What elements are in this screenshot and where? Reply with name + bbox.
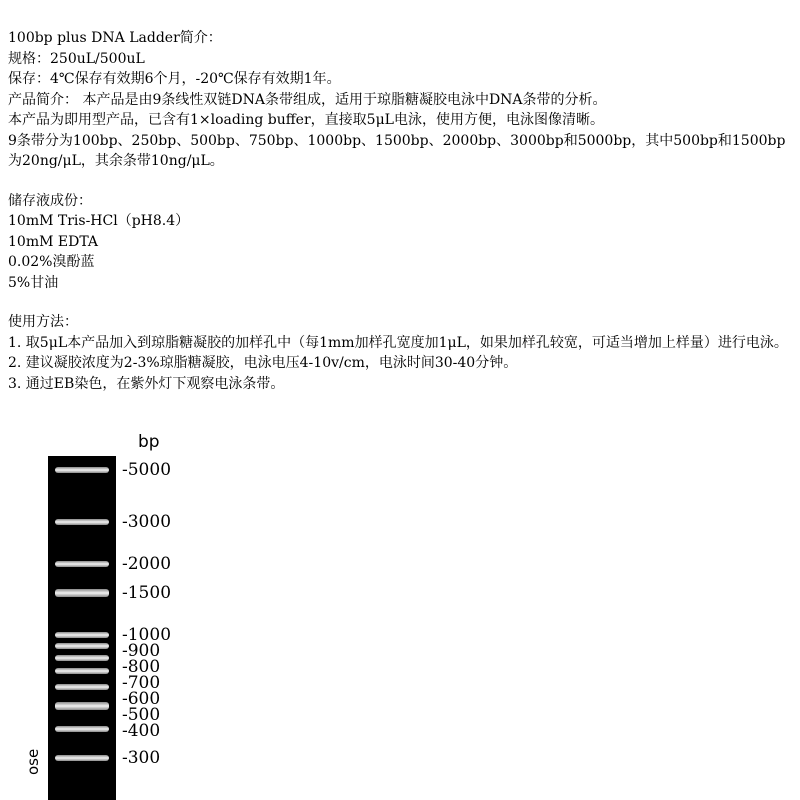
spec-line: 规格：250uL/500uL <box>8 50 145 67</box>
band-label: -900 <box>122 640 161 661</box>
band-label: -700 <box>122 672 161 693</box>
usage-step-2: 2. 建议凝胶浓度为2-3%琼脂糖凝胶，电泳电压4-10v/cm，电泳时间30-40分钟。 <box>8 355 518 371</box>
buffer-item: 5%甘油 <box>8 274 59 291</box>
band-labels <box>0 456 400 800</box>
desc-line-3: 9条带分为100bp、250bp、500bp、750bp、1000bp、1500bp、2000bp、3000bp和5000bp，其中500bp和1500bp为20ng/μL，其余条带10ng/μL。 <box>8 132 786 169</box>
side-label: ose <box>24 748 42 775</box>
band-label: -800 <box>122 656 161 677</box>
band-label: -300 <box>122 748 161 768</box>
desc-line-1: 产品简介： 本产品是由9条线性双链DNA条带组成，适用于琼脂糖凝胶电泳中DNA条带的分析。 <box>8 91 607 108</box>
gel-figure <box>0 430 400 800</box>
usage-heading: 使用方法： <box>8 314 78 330</box>
buffer-item: 0.02%溴酚蓝 <box>8 254 95 270</box>
band-label: -1000 <box>122 624 172 645</box>
band-label: -600 <box>122 688 161 709</box>
band-label: -500 <box>122 704 161 725</box>
intro-title: 100bp plus DNA Ladder简介： <box>8 30 222 46</box>
band-label: -3000 <box>122 512 172 533</box>
buffer-item: 10mM EDTA <box>8 233 99 250</box>
usage-step-3: 3. 通过EB染色，在紫外灯下观察电泳条带。 <box>8 375 285 392</box>
product-document <box>8 28 792 394</box>
usage-step-1: 1. 取5μL本产品加入到琼脂糖凝胶的加样孔中（每1mm加样孔宽度加1μL，如果加样孔较宽，可适当增加上样量）进行电泳。 <box>8 334 788 351</box>
band-label: -1500 <box>122 583 172 604</box>
desc-line-2: 本产品为即用型产品，已含有1×loading buffer，直接取5μL电泳，使用方便，电泳图像清晰。 <box>8 112 604 128</box>
unit-label: bp <box>138 432 160 452</box>
buffer-item: 10mM Tris-HCl（pH8.4） <box>8 213 190 229</box>
band-label: -5000 <box>122 460 172 480</box>
band-label: -2000 <box>122 553 172 574</box>
buffer-heading: 储存液成份： <box>8 192 92 209</box>
band-label: -400 <box>122 720 161 741</box>
storage-line: 保存：4℃保存有效期6个月，-20℃保存有效期1年。 <box>8 71 341 87</box>
